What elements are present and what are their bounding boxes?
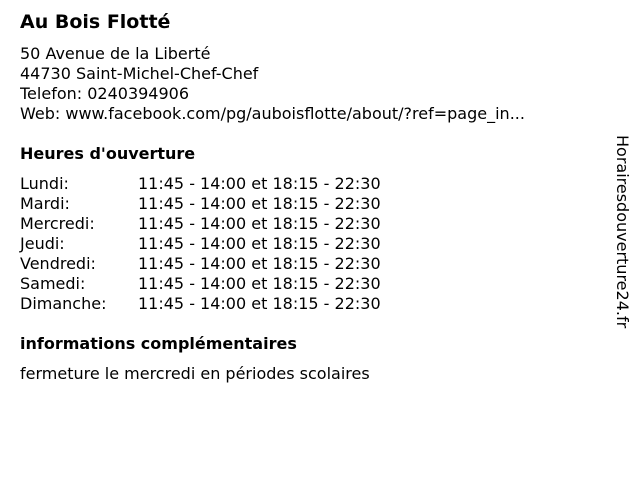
hours-list xyxy=(20,174,600,314)
phone-line: Telefon: 0240394906 xyxy=(20,84,190,103)
time-range: 11:45 - 14:00 et 18:15 - 22:30 xyxy=(138,294,381,313)
time-range: 11:45 - 14:00 et 18:15 - 22:30 xyxy=(138,254,381,273)
day-label: Dimanche: xyxy=(20,294,107,313)
day-label: Mercredi: xyxy=(20,214,95,233)
additional-info-note: fermeture le mercredi en périodes scolaires xyxy=(20,364,370,383)
business-card xyxy=(20,10,600,384)
time-range: 11:45 - 14:00 et 18:15 - 22:30 xyxy=(138,214,381,233)
brand-watermark: Horairesdouverture24.fr xyxy=(613,135,632,329)
hours-row-saturday xyxy=(20,274,600,294)
address-street: 50 Avenue de la Liberté xyxy=(20,44,211,63)
day-label: Mardi: xyxy=(20,194,70,213)
hours-heading: Heures d'ouverture xyxy=(20,144,196,163)
additional-info-heading: informations complémentaires xyxy=(20,334,297,353)
hours-row-friday xyxy=(20,254,600,274)
time-range: 11:45 - 14:00 et 18:15 - 22:30 xyxy=(138,194,381,213)
time-range: 11:45 - 14:00 et 18:15 - 22:30 xyxy=(138,234,381,253)
address-city: 44730 Saint-Michel-Chef-Chef xyxy=(20,64,259,83)
website-line: Web: www.facebook.com/pg/auboisflotte/about/?ref=page_in... xyxy=(20,104,525,123)
day-label: Samedi: xyxy=(20,274,86,293)
day-label: Vendredi: xyxy=(20,254,96,273)
hours-row-tuesday xyxy=(20,194,600,214)
time-range: 11:45 - 14:00 et 18:15 - 22:30 xyxy=(138,274,381,293)
day-label: Jeudi: xyxy=(20,234,65,253)
hours-row-wednesday xyxy=(20,214,600,234)
business-name: Au Bois Flotté xyxy=(20,11,171,33)
hours-row-sunday xyxy=(20,294,600,314)
time-range: 11:45 - 14:00 et 18:15 - 22:30 xyxy=(138,174,381,193)
hours-row-thursday xyxy=(20,234,600,254)
day-label: Lundi: xyxy=(20,174,69,193)
hours-row-monday xyxy=(20,174,600,194)
